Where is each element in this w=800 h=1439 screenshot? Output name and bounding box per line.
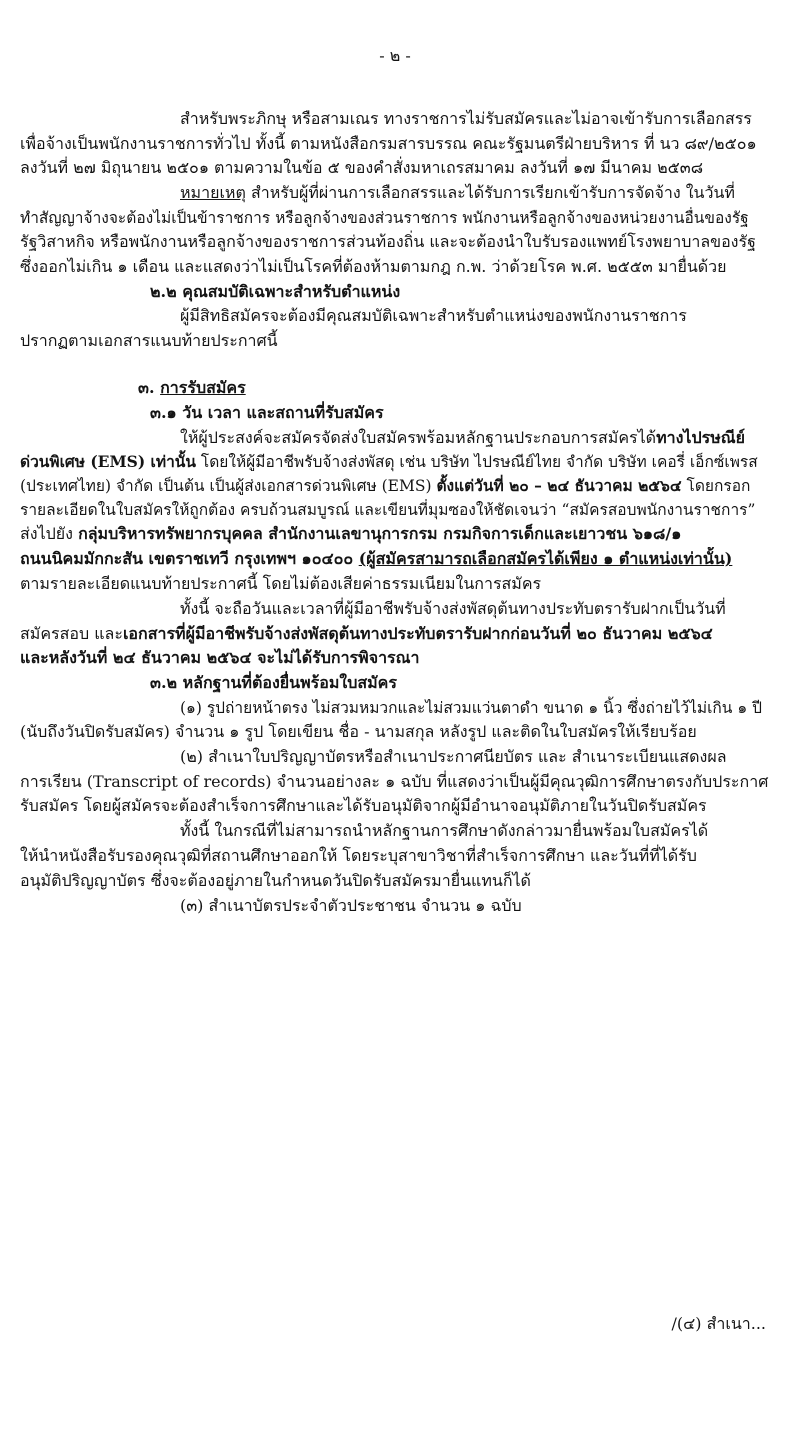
text-line: (๒) สำเนาใบปริญญาบัตรหรือสำเนาประกาศนียบัตร และ สำเนาระเบียนแสดงผล [180, 746, 727, 766]
text-line: รายละเอียดในใบสมัครให้ถูกต้อง ครบถ้วนสมบูรณ์ และเขียนที่มุมซองให้ชัดเจนว่า “สมัครสอบพนักงานราชการ” [20, 501, 756, 520]
text-line: ทั้งนี้ ในกรณีที่ไม่สามารถนำหลักฐานการศึกษาดังกล่าวมายื่นพร้อมใบสมัครได้ [180, 821, 709, 841]
text-run-bold: ถนนนิคมมักกะสัน เขตราชเทวี กรุงเทพฯ ๑๐๔๐๐ [20, 549, 359, 569]
text-line: (๑) รูปถ่ายหน้าตรง ไม่สวมหมวกและไม่สวมแว่นตาดำ ขนาด ๑ นิ้ว ซึ่งถ่ายไว้ไม่เกิน ๑ ปี [180, 699, 762, 717]
section-heading: ๒.๒ คุณสมบัติเฉพาะสำหรับตำแหน่ง [150, 281, 401, 301]
text-run: สมัครสอบ และ [20, 623, 123, 643]
text-run-bold: ตั้งแต่วันที่ ๒๐ – ๒๔ ธันวาคม ๒๕๖๔ [436, 476, 682, 496]
text-line: รัฐวิสาหกิจ หรือพนักงานหรือลูกจ้างของราชการส่วนท้องถิ่น และจะต้องนำใบรับรองแพทย์โรงพยาบาลของรัฐ [20, 232, 756, 251]
section-heading [20, 376, 770, 401]
section-2-2 [20, 280, 770, 354]
text-line: ทั้งนี้ จะถือวันและเวลาที่ผู้มีอาชีพรับจ้างส่งพัสดุต้นทางประทับตรารับฝากเป็นวันที่ [180, 598, 726, 618]
text-line [20, 426, 770, 451]
text-run-bold: เอกสารที่ผู้มีอาชีพรับจ้างส่งพัสดุต้นทางประทับตรารับฝากก่อนวันที่ ๒๐ ธันวาคม ๒๕๖๔ [122, 623, 713, 643]
text-run: ให้ผู้ประสงค์จะสมัครจัดส่งใบสมัครพร้อมหลักฐานประกอบการสมัครได้ [180, 427, 657, 447]
page-number: - ๒ - [379, 46, 411, 65]
text-run: (ประเทศไทย) จำกัด เป็นต้น เป็นผู้ส่งเอกสารด่วนพิเศษ (EMS) [20, 477, 437, 496]
section-3-2 [20, 671, 770, 918]
remark-text: สำหรับผู้ที่ผ่านการเลือกสรรและได้รับการเรียกเข้ารับการจัดจ้าง ในวันที่ [245, 183, 735, 203]
text-run-bold: ทางไปรษณีย์ [656, 427, 745, 447]
remark-paragraph [20, 181, 770, 279]
section-3 [20, 376, 770, 401]
text-line [20, 474, 770, 498]
text-line: เพื่อจ้างเป็นพนักงานราชการทั่วไป ทั้งนี้ ตามหนังสือกรมสารบรรณ คณะรัฐมนตรีฝ่ายบริหาร ที่ นว ๘๙/๒๕๐๑ [20, 133, 757, 153]
text-line [20, 547, 770, 572]
remark-label: หมายเหตุ [180, 183, 246, 203]
text-line: ซึ่งออกไม่เกิน ๑ เดือน และแสดงว่าไม่เป็นโรคที่ต้องห้ามตามกฎ ก.พ. ว่าด้วยโรค พ.ศ. ๒๕๕๓ มายื่นด้วย [20, 256, 727, 276]
text-line: ผู้มีสิทธิสมัครจะต้องมีคุณสมบัติเฉพาะสำหรับตำแหน่งของพนักงานราชการ [180, 306, 687, 326]
text-line: ทำสัญญาจ้างจะต้องไม่เป็นข้าราชการ หรือลูกจ้างของส่วนราชการ พนักงานหรือลูกจ้างของหน่วยงานอื่นของรัฐ [20, 208, 749, 227]
section-number: ๓. [138, 377, 161, 397]
text-line: การเรียน (Transcript of records) จำนวนอย่างละ ๑ ฉบับ ที่แสดงว่าเป็นผู้มีคุณวุฒิการศึกษาตรงกับประกาศ [20, 771, 769, 791]
text-line: ลงวันที่ ๒๗ มิถุนายน ๒๕๐๑ ตามความในข้อ ๕ ของคำสั่งมหาเถรสมาคม ลงวันที่ ๑๗ มีนาคม ๒๕๓๘ [20, 158, 704, 178]
text-line: ปรากฏตามเอกสารแนบท้ายประกาศนี้ [20, 331, 278, 351]
text-line: รับสมัคร โดยผู้สมัครจะต้องสำเร็จการศึกษาและได้รับอนุมัติจากผู้มีอำนาจอนุมัติภายในวันปิดรับสมัคร [20, 796, 707, 816]
section-heading: ๓.๒ หลักฐานที่ต้องยื่นพร้อมใบสมัคร [150, 673, 397, 693]
text-line: (นับถึงวันปิดรับสมัคร) จำนวน ๑ รูป โดยเขียน ชื่อ - นามสกุล หลังรูป และติดในใบสมัครให้เรียบร้อย [20, 722, 697, 742]
text-line: สำหรับพระภิกษุ หรือสามเณร ทางราชการไม่รับสมัครและไม่อาจเข้ารับการเลือกสรร [180, 108, 752, 128]
monk-note-paragraph [20, 107, 770, 181]
text-run-bold: ด่วนพิเศษ (EMS) เท่านั้น [20, 452, 196, 472]
text-line: และหลังวันที่ ๒๔ ธันวาคม ๒๕๖๔ จะไม่ได้รับการพิจารณา [20, 648, 420, 668]
text-run: โดยกรอก [681, 477, 751, 496]
text-run: ส่งไปยัง [20, 524, 79, 544]
text-line [20, 450, 770, 474]
text-run-bold: กลุ่มบริหารทรัพยากรบุคคล สำนักงานเลขานุการกรม กรมกิจการเด็กและเยาวชน ๖๑๘/๑ [78, 524, 682, 544]
text-line: (๓) สำเนาบัตรประจำตัวประชาชน จำนวน ๑ ฉบับ [180, 895, 522, 915]
section-3-1 [20, 401, 770, 671]
section-title: การรับสมัคร [160, 377, 246, 397]
text-line [20, 522, 770, 547]
text-line: อนุมัติปริญญาบัตร ซึ่งจะต้องอยู่ภายในกำหนดวันปิดรับสมัครมายื่นแทนก็ได้ [20, 870, 531, 890]
text-line: ให้นำหนังสือรับรองคุณวุฒิที่สถานศึกษาออกให้ โดยระบุสาขาวิชาที่สำเร็จการศึกษา และวันที่ที่ได้รับ [20, 846, 697, 865]
text-run: โดยให้ผู้มีอาชีพรับจ้างส่งพัสดุ เช่น บริษัท ไปรษณีย์ไทย จำกัด บริษัท เคอรี่ เอ็กซ์เพรส [195, 453, 758, 472]
text-line [20, 622, 770, 647]
text-line: ตามรายละเอียดแนบท้ายประกาศนี้ โดยไม่ต้องเสียค่าธรรมเนียมในการสมัคร [20, 574, 542, 594]
section-heading: ๓.๑ วัน เวลา และสถานที่รับสมัคร [150, 402, 384, 422]
text-line [20, 181, 770, 206]
text-run-bold-underline: (ผู้สมัครสามารถเลือกสมัครได้เพียง ๑ ตำแหน่งเท่านั้น) [358, 549, 733, 569]
continuation-marker: /(๔) สำเนา... [671, 1314, 766, 1333]
